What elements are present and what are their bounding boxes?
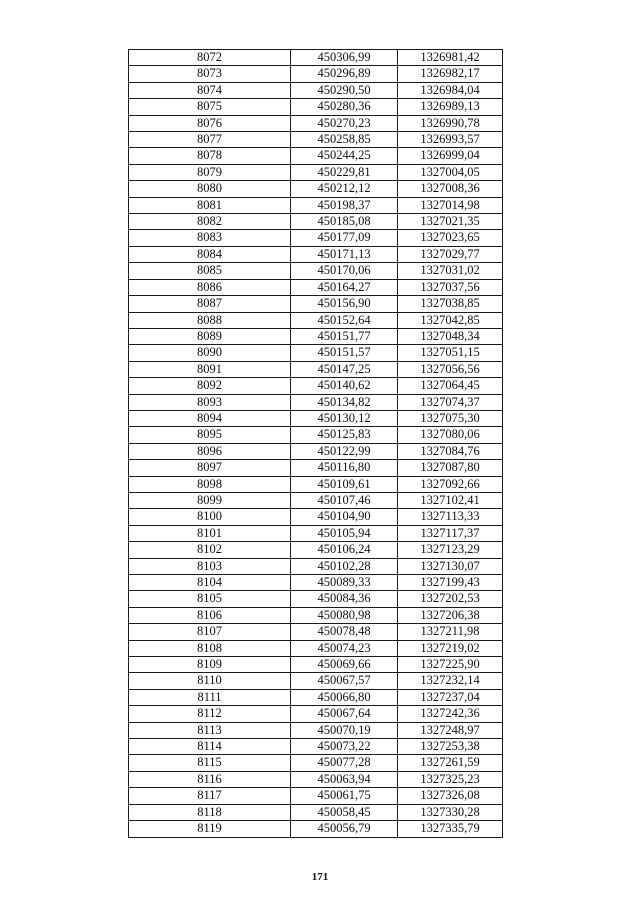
table-row	[129, 378, 503, 394]
y-coordinate-cell: 1327211,98	[398, 624, 503, 640]
x-coordinate-cell: 450116,80	[291, 460, 398, 476]
table-row	[129, 673, 503, 689]
table-row	[129, 722, 503, 738]
table-row	[129, 739, 503, 755]
table-row	[129, 50, 503, 66]
point-number-cell: 8072	[129, 50, 291, 66]
x-coordinate-cell: 450105,94	[291, 525, 398, 541]
table-row	[129, 804, 503, 820]
y-coordinate-cell: 1327225,90	[398, 657, 503, 673]
x-coordinate-cell: 450077,28	[291, 755, 398, 771]
x-coordinate-cell: 450073,22	[291, 739, 398, 755]
x-coordinate-cell: 450244,25	[291, 148, 398, 164]
point-number-cell: 8103	[129, 558, 291, 574]
y-coordinate-cell: 1326993,57	[398, 132, 503, 148]
y-coordinate-cell: 1327074,37	[398, 394, 503, 410]
point-number-cell: 8076	[129, 115, 291, 131]
table-row	[129, 542, 503, 558]
point-number-cell: 8080	[129, 181, 291, 197]
y-coordinate-cell: 1327014,98	[398, 197, 503, 213]
y-coordinate-cell: 1327029,77	[398, 246, 503, 262]
point-number-cell: 8096	[129, 443, 291, 459]
x-coordinate-cell: 450066,80	[291, 689, 398, 705]
point-number-cell: 8075	[129, 99, 291, 115]
point-number-cell: 8098	[129, 476, 291, 492]
point-number-cell: 8118	[129, 804, 291, 820]
x-coordinate-cell: 450229,81	[291, 164, 398, 180]
x-coordinate-cell: 450152,64	[291, 312, 398, 328]
table-row	[129, 640, 503, 656]
x-coordinate-cell: 450170,06	[291, 263, 398, 279]
point-number-cell: 8106	[129, 607, 291, 623]
y-coordinate-cell: 1327326,08	[398, 788, 503, 804]
point-number-cell: 8116	[129, 771, 291, 787]
table-row	[129, 345, 503, 361]
point-number-cell: 8083	[129, 230, 291, 246]
table-row	[129, 607, 503, 623]
table-row	[129, 657, 503, 673]
x-coordinate-cell: 450104,90	[291, 509, 398, 525]
y-coordinate-cell: 1327219,02	[398, 640, 503, 656]
x-coordinate-cell: 450212,12	[291, 181, 398, 197]
x-coordinate-cell: 450185,08	[291, 214, 398, 230]
y-coordinate-cell: 1326999,04	[398, 148, 503, 164]
y-coordinate-cell: 1327048,34	[398, 328, 503, 344]
x-coordinate-cell: 450070,19	[291, 722, 398, 738]
y-coordinate-cell: 1327130,07	[398, 558, 503, 574]
table-row	[129, 492, 503, 508]
x-coordinate-cell: 450156,90	[291, 296, 398, 312]
point-number-cell: 8077	[129, 132, 291, 148]
y-coordinate-cell: 1326981,42	[398, 50, 503, 66]
x-coordinate-cell: 450296,89	[291, 66, 398, 82]
table-row	[129, 394, 503, 410]
table-row	[129, 197, 503, 213]
table-row	[129, 558, 503, 574]
x-coordinate-cell: 450151,77	[291, 328, 398, 344]
y-coordinate-cell: 1327232,14	[398, 673, 503, 689]
x-coordinate-cell: 450109,61	[291, 476, 398, 492]
table-row	[129, 821, 503, 837]
x-coordinate-cell: 450258,85	[291, 132, 398, 148]
coordinates-table-body	[129, 50, 503, 838]
point-number-cell: 8079	[129, 164, 291, 180]
table-row	[129, 624, 503, 640]
y-coordinate-cell: 1327056,56	[398, 361, 503, 377]
point-number-cell: 8093	[129, 394, 291, 410]
x-coordinate-cell: 450067,57	[291, 673, 398, 689]
y-coordinate-cell: 1327102,41	[398, 492, 503, 508]
x-coordinate-cell: 450147,25	[291, 361, 398, 377]
point-number-cell: 8087	[129, 296, 291, 312]
y-coordinate-cell: 1327084,76	[398, 443, 503, 459]
y-coordinate-cell: 1327080,06	[398, 427, 503, 443]
point-number-cell: 8074	[129, 82, 291, 98]
table-row	[129, 66, 503, 82]
y-coordinate-cell: 1326982,17	[398, 66, 503, 82]
table-row	[129, 230, 503, 246]
x-coordinate-cell: 450151,57	[291, 345, 398, 361]
point-number-cell: 8090	[129, 345, 291, 361]
point-number-cell: 8117	[129, 788, 291, 804]
table-row	[129, 279, 503, 295]
table-row	[129, 263, 503, 279]
table-row	[129, 771, 503, 787]
x-coordinate-cell: 450198,37	[291, 197, 398, 213]
point-number-cell: 8107	[129, 624, 291, 640]
table-row	[129, 328, 503, 344]
x-coordinate-cell: 450164,27	[291, 279, 398, 295]
table-row	[129, 296, 503, 312]
x-coordinate-cell: 450056,79	[291, 821, 398, 837]
table-row	[129, 99, 503, 115]
point-number-cell: 8091	[129, 361, 291, 377]
point-number-cell: 8086	[129, 279, 291, 295]
x-coordinate-cell: 450290,50	[291, 82, 398, 98]
table-row	[129, 410, 503, 426]
table-row	[129, 82, 503, 98]
point-number-cell: 8088	[129, 312, 291, 328]
x-coordinate-cell: 450067,64	[291, 706, 398, 722]
point-number-cell: 8073	[129, 66, 291, 82]
y-coordinate-cell: 1327325,23	[398, 771, 503, 787]
table-row	[129, 164, 503, 180]
y-coordinate-cell: 1327031,02	[398, 263, 503, 279]
table-row	[129, 246, 503, 262]
table-row	[129, 361, 503, 377]
point-number-cell: 8115	[129, 755, 291, 771]
point-number-cell: 8089	[129, 328, 291, 344]
x-coordinate-cell: 450171,13	[291, 246, 398, 262]
point-number-cell: 8084	[129, 246, 291, 262]
x-coordinate-cell: 450080,98	[291, 607, 398, 623]
table-row	[129, 755, 503, 771]
x-coordinate-cell: 450078,48	[291, 624, 398, 640]
x-coordinate-cell: 450134,82	[291, 394, 398, 410]
table-row	[129, 460, 503, 476]
y-coordinate-cell: 1327237,04	[398, 689, 503, 705]
point-number-cell: 8081	[129, 197, 291, 213]
table-row	[129, 509, 503, 525]
x-coordinate-cell: 450089,33	[291, 575, 398, 591]
y-coordinate-cell: 1327051,15	[398, 345, 503, 361]
y-coordinate-cell: 1327021,35	[398, 214, 503, 230]
point-number-cell: 8092	[129, 378, 291, 394]
y-coordinate-cell: 1327064,45	[398, 378, 503, 394]
y-coordinate-cell: 1327335,79	[398, 821, 503, 837]
y-coordinate-cell: 1327038,85	[398, 296, 503, 312]
table-row	[129, 443, 503, 459]
x-coordinate-cell: 450063,94	[291, 771, 398, 787]
point-number-cell: 8085	[129, 263, 291, 279]
x-coordinate-cell: 450130,12	[291, 410, 398, 426]
table-row	[129, 788, 503, 804]
y-coordinate-cell: 1327199,43	[398, 575, 503, 591]
y-coordinate-cell: 1327113,33	[398, 509, 503, 525]
y-coordinate-cell: 1327037,56	[398, 279, 503, 295]
point-number-cell: 8108	[129, 640, 291, 656]
x-coordinate-cell: 450074,23	[291, 640, 398, 656]
point-number-cell: 8100	[129, 509, 291, 525]
point-number-cell: 8113	[129, 722, 291, 738]
y-coordinate-cell: 1327202,53	[398, 591, 503, 607]
table-row	[129, 476, 503, 492]
table-row	[129, 214, 503, 230]
point-number-cell: 8078	[129, 148, 291, 164]
coordinates-table	[128, 49, 503, 838]
x-coordinate-cell: 450140,62	[291, 378, 398, 394]
x-coordinate-cell: 450270,23	[291, 115, 398, 131]
table-row	[129, 148, 503, 164]
y-coordinate-cell: 1327242,36	[398, 706, 503, 722]
table-row	[129, 591, 503, 607]
y-coordinate-cell: 1327004,05	[398, 164, 503, 180]
y-coordinate-cell: 1327008,36	[398, 181, 503, 197]
y-coordinate-cell: 1326989,13	[398, 99, 503, 115]
x-coordinate-cell: 450069,66	[291, 657, 398, 673]
x-coordinate-cell: 450122,99	[291, 443, 398, 459]
y-coordinate-cell: 1327092,66	[398, 476, 503, 492]
point-number-cell: 8099	[129, 492, 291, 508]
table-row	[129, 575, 503, 591]
point-number-cell: 8109	[129, 657, 291, 673]
table-row	[129, 525, 503, 541]
x-coordinate-cell: 450306,99	[291, 50, 398, 66]
table-row	[129, 132, 503, 148]
point-number-cell: 8097	[129, 460, 291, 476]
point-number-cell: 8114	[129, 739, 291, 755]
point-number-cell: 8105	[129, 591, 291, 607]
point-number-cell: 8102	[129, 542, 291, 558]
y-coordinate-cell: 1327075,30	[398, 410, 503, 426]
point-number-cell: 8095	[129, 427, 291, 443]
point-number-cell: 8119	[129, 821, 291, 837]
y-coordinate-cell: 1327023,65	[398, 230, 503, 246]
table-row	[129, 689, 503, 705]
point-number-cell: 8082	[129, 214, 291, 230]
table-row	[129, 181, 503, 197]
x-coordinate-cell: 450107,46	[291, 492, 398, 508]
x-coordinate-cell: 450084,36	[291, 591, 398, 607]
y-coordinate-cell: 1327330,28	[398, 804, 503, 820]
x-coordinate-cell: 450280,36	[291, 99, 398, 115]
y-coordinate-cell: 1327261,59	[398, 755, 503, 771]
table-row	[129, 312, 503, 328]
y-coordinate-cell: 1327117,37	[398, 525, 503, 541]
y-coordinate-cell: 1327253,38	[398, 739, 503, 755]
point-number-cell: 8094	[129, 410, 291, 426]
y-coordinate-cell: 1326990,78	[398, 115, 503, 131]
table-row	[129, 115, 503, 131]
x-coordinate-cell: 450058,45	[291, 804, 398, 820]
x-coordinate-cell: 450177,09	[291, 230, 398, 246]
page-number: 171	[311, 871, 329, 883]
point-number-cell: 8112	[129, 706, 291, 722]
y-coordinate-cell: 1327206,38	[398, 607, 503, 623]
point-number-cell: 8104	[129, 575, 291, 591]
point-number-cell: 8101	[129, 525, 291, 541]
x-coordinate-cell: 450102,28	[291, 558, 398, 574]
x-coordinate-cell: 450061,75	[291, 788, 398, 804]
y-coordinate-cell: 1327248,97	[398, 722, 503, 738]
x-coordinate-cell: 450106,24	[291, 542, 398, 558]
y-coordinate-cell: 1326984,04	[398, 82, 503, 98]
x-coordinate-cell: 450125,83	[291, 427, 398, 443]
y-coordinate-cell: 1327123,29	[398, 542, 503, 558]
y-coordinate-cell: 1327042,85	[398, 312, 503, 328]
table-row	[129, 706, 503, 722]
y-coordinate-cell: 1327087,80	[398, 460, 503, 476]
point-number-cell: 8110	[129, 673, 291, 689]
table-row	[129, 427, 503, 443]
point-number-cell: 8111	[129, 689, 291, 705]
